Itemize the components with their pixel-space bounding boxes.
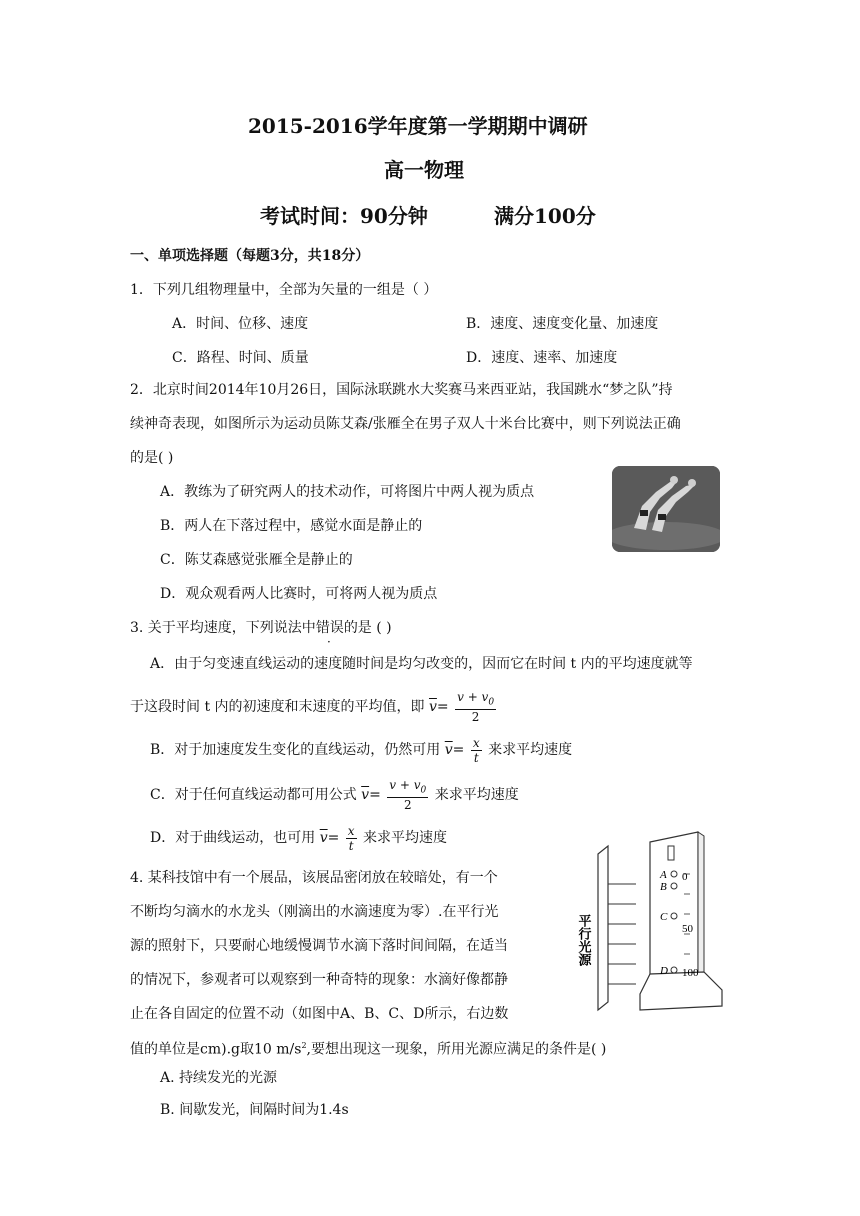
point-d-label: D (660, 965, 668, 977)
full-score: 满分100分 (494, 204, 596, 228)
point-c-label: C (660, 911, 668, 923)
scale-label-100: 100 (682, 967, 699, 979)
question-3-option-b: B．对于加速度发生变化的直线运动，仍然可用 $\overline{v}=$ $\frac{x}{t}$ 来求平均速度 (150, 735, 573, 765)
question-4-line-5: 止在各自固定的位置不动（如图中A、B、C、D所示，右边数 (130, 1006, 509, 1022)
emphasis-word: 错误 (315, 620, 344, 636)
question-2-option-b: B．两人在下落过程中，感觉水面是静止的 (160, 518, 423, 534)
page-title: 2015-2016学年度第一学期期中调研 (248, 114, 588, 138)
water-drop-apparatus-figure (574, 824, 752, 1014)
question-4-option-a: A. 持续发光的光源 (160, 1070, 278, 1086)
question-4-option-b: B. 间歇发光，间隔时间为1.4s (160, 1102, 349, 1118)
question-1-option-d: D．速度、速率、加速度 (466, 350, 618, 366)
question-1-option-c: C．路程、时间、质量 (172, 350, 309, 366)
question-2-line-3: 的是( ) (130, 450, 174, 466)
question-4-line-1: 4. 某科技馆中有一个展品，该展品密闭放在较暗处，有一个 (130, 870, 498, 886)
question-3-option-a-line-2: 于这段时间 t 内的初速度和末速度的平均值，即 $\overline{v}=$ $\frac{v + v_0}{2}$ (130, 690, 495, 725)
question-2-option-d: D．观众观看两人比赛时，可将两人视为质点 (160, 586, 438, 602)
question-2-option-c: C．陈艾森感觉张雁全是静止的 (160, 552, 353, 568)
formula-avg-velocity: $\frac{v + v_0}{2}$ (457, 690, 495, 725)
question-3-option-a-line-1: A．由于匀变速直线运动的速度随时间是均匀改变的，因而它在时间 t 内的平均速度就等 (150, 656, 693, 672)
question-4-line-4: 的情况下，参观者可以观察到一种奇特的现象：水滴好像都静 (130, 972, 508, 988)
point-b-label: B (660, 881, 667, 893)
question-3-stem: 3. 关于平均速度，下列说法中错误的是 ( ) (130, 620, 392, 636)
formula-x-over-t: $\frac{x}{t}$ (472, 735, 480, 765)
question-1-option-a: A．时间、位移、速度 (172, 316, 309, 332)
formula-avg-velocity: $\frac{v + v_0}{2}$ (389, 778, 427, 813)
question-1-stem: 1．下列几组物理量中，全部为矢量的一组是（ ） (130, 282, 438, 298)
question-1-option-b: B．速度、速度变化量、加速度 (466, 316, 659, 332)
question-4-line-3: 源的照射下，只要耐心地缓慢调节水滴下落时间间隔，在适当 (130, 938, 508, 954)
question-2-option-a: A．教练为了研究两人的技术动作，可将图片中两人视为质点 (160, 484, 535, 500)
question-3-option-d: D．对于曲线运动，也可用 $\overline{v}=$ $\frac{x}{t}$ 来求平均速度 (150, 823, 448, 853)
formula-x-over-t: $\frac{x}{t}$ (347, 823, 355, 853)
scale-label-50: 50 (682, 923, 693, 935)
question-3-option-c: C．对于任何直线运动都可用公式 $\overline{v}=$ $\frac{v + v_0}{2}$ 来求平均速度 (150, 778, 519, 813)
section-heading: 一、单项选择题（每题3分，共18分） (130, 248, 370, 264)
subject-title: 高一物理 (384, 158, 464, 182)
question-4-line-2: 不断均匀滴水的水龙头（刚滴出的水滴速度为零）.在平行光 (130, 904, 499, 920)
question-2-line-1: 2．北京时间2014年10月26日，国际泳联跳水大奖赛马来西亚站，我国跳水“梦之队”持 (130, 382, 673, 398)
question-2-line-2: 续神奇表现，如图所示为运动员陈艾森/张雁全在男子双人十米台比赛中，则下列说法正确 (130, 416, 681, 432)
question-4-line-6: 值的单位是cm).g取10 $m/s^2$,要想出现这一现象，所用光源应满足的条件是( ) (130, 1041, 607, 1058)
diving-photo (612, 466, 720, 552)
scale-label-0: 0 (682, 871, 688, 883)
point-a-label: A (660, 869, 667, 881)
light-source-label: 平行光源 (576, 914, 592, 966)
exam-time: 考试时间：90分钟 (260, 204, 428, 228)
